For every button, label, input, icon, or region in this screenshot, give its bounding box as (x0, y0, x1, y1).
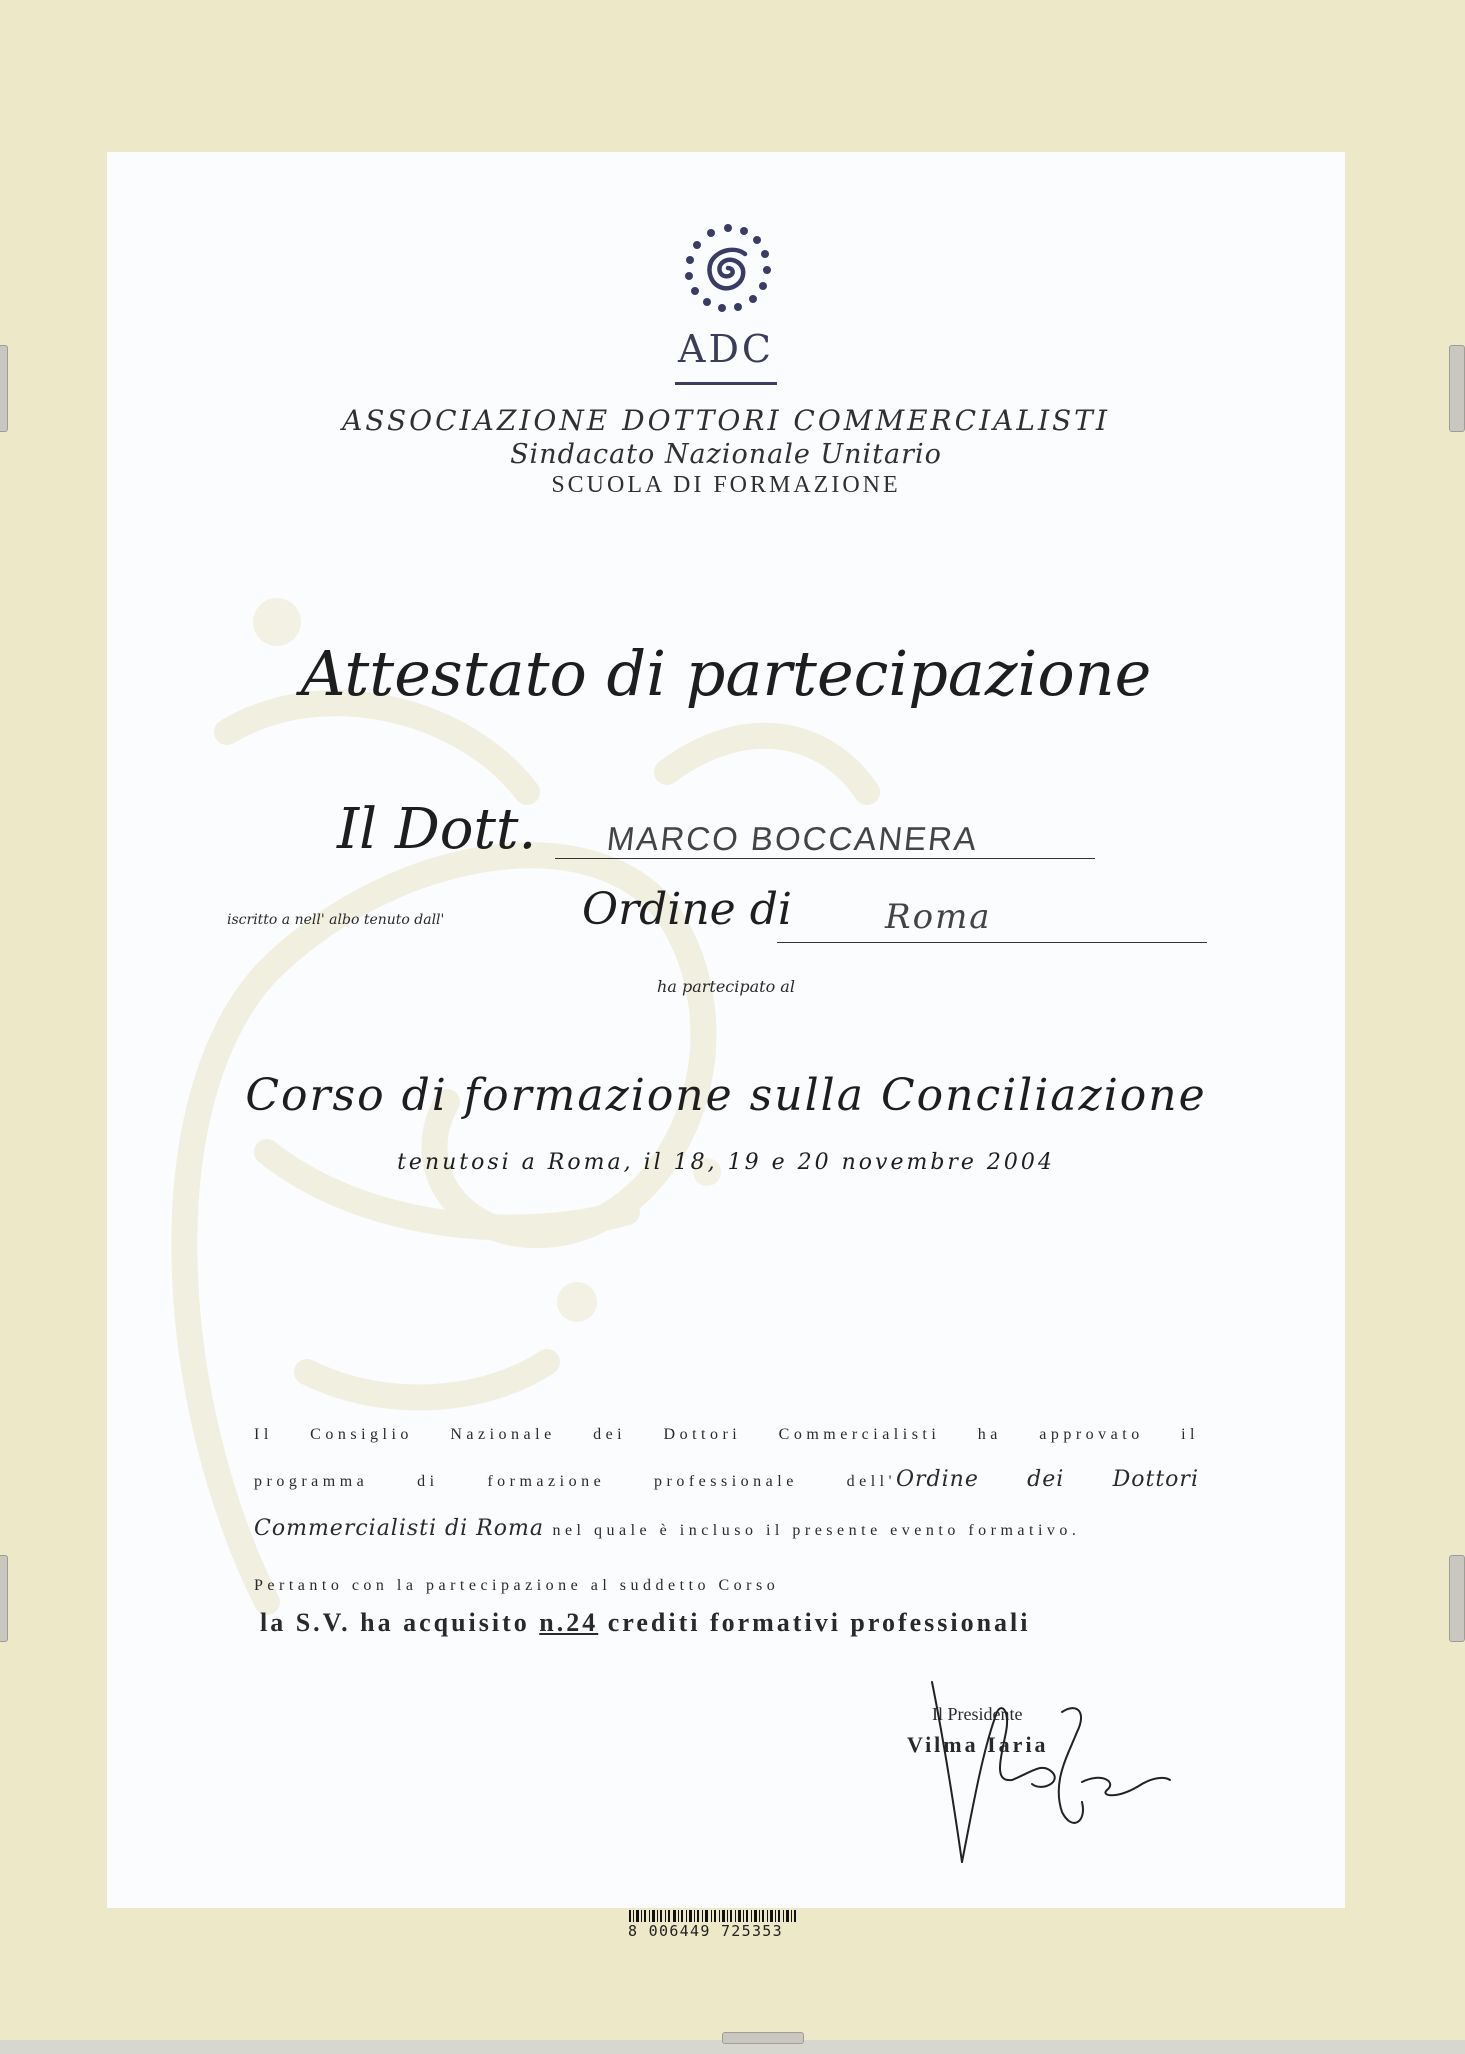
credits-start: la S.V. ha acquisito (260, 1608, 540, 1637)
order-underline (777, 942, 1207, 943)
adc-spiral-logo-icon (673, 218, 783, 328)
approval-line-3-end: nel quale è incluso il presente evento formativo. (543, 1522, 1081, 1539)
association-name: ASSOCIAZIONE DOTTORI COMMERCIALISTI (342, 404, 1110, 437)
frame-clip-bottom (722, 2032, 804, 2044)
course-title: Corso di formazione sulla Conciliazione (245, 1070, 1207, 1121)
recipient-name: MARCO BOCCANERA (605, 820, 981, 857)
school-name: SCUOLA DI FORMAZIONE (551, 472, 901, 498)
frame-clip-left-top (0, 345, 8, 432)
approval-line-4: Pertanto con la partecipazione al suddetto Corso (254, 1577, 780, 1594)
barcode-number: 8 006449 725353 (628, 1922, 818, 1940)
order-city-script: Commercialisti di Roma (254, 1516, 544, 1541)
frame-clip-right-top (1449, 345, 1465, 432)
credits-number: n.24 (539, 1608, 599, 1637)
frame-clip-right-bottom (1449, 1555, 1465, 1642)
union-name: Sindacato Nazionale Unitario (510, 439, 942, 470)
frame-clip-left-bottom (0, 1555, 8, 1642)
president-title: Il Presidente (932, 1704, 1023, 1724)
participated-text: ha partecipato al (657, 977, 795, 996)
credits-end: crediti formativi professionali (598, 1608, 1031, 1637)
credits-statement (260, 1608, 1200, 1638)
registered-text: iscritto a nell' albo tenuto dall' (227, 912, 445, 928)
order-name-script: Ordine dei Dottori (896, 1467, 1199, 1492)
certificate-paper (107, 152, 1345, 1908)
order-city: Roma (885, 897, 992, 937)
certificate-title: Attestato di partecipazione (300, 637, 1152, 710)
recipient-prefix: Il Dott. (337, 797, 537, 862)
president-signature (902, 1672, 1172, 1872)
logo-underline (675, 382, 777, 385)
logo-text: ADC (678, 327, 774, 371)
name-underline (555, 858, 1095, 859)
approval-line-3 (254, 1516, 1199, 1541)
order-label: Ordine di (582, 884, 792, 935)
president-name: Vilma Iaria (907, 1732, 1049, 1757)
approval-line-2 (254, 1467, 1199, 1492)
approval-line-2-start: programma di formazione professionale dell' (254, 1473, 896, 1490)
course-dates: tenutosi a Roma, il 18, 19 e 20 novembre 2004 (397, 1150, 1055, 1175)
approval-line-1: Il Consiglio Nazionale dei Dottori Commercialisti ha approvato il (254, 1426, 1199, 1443)
